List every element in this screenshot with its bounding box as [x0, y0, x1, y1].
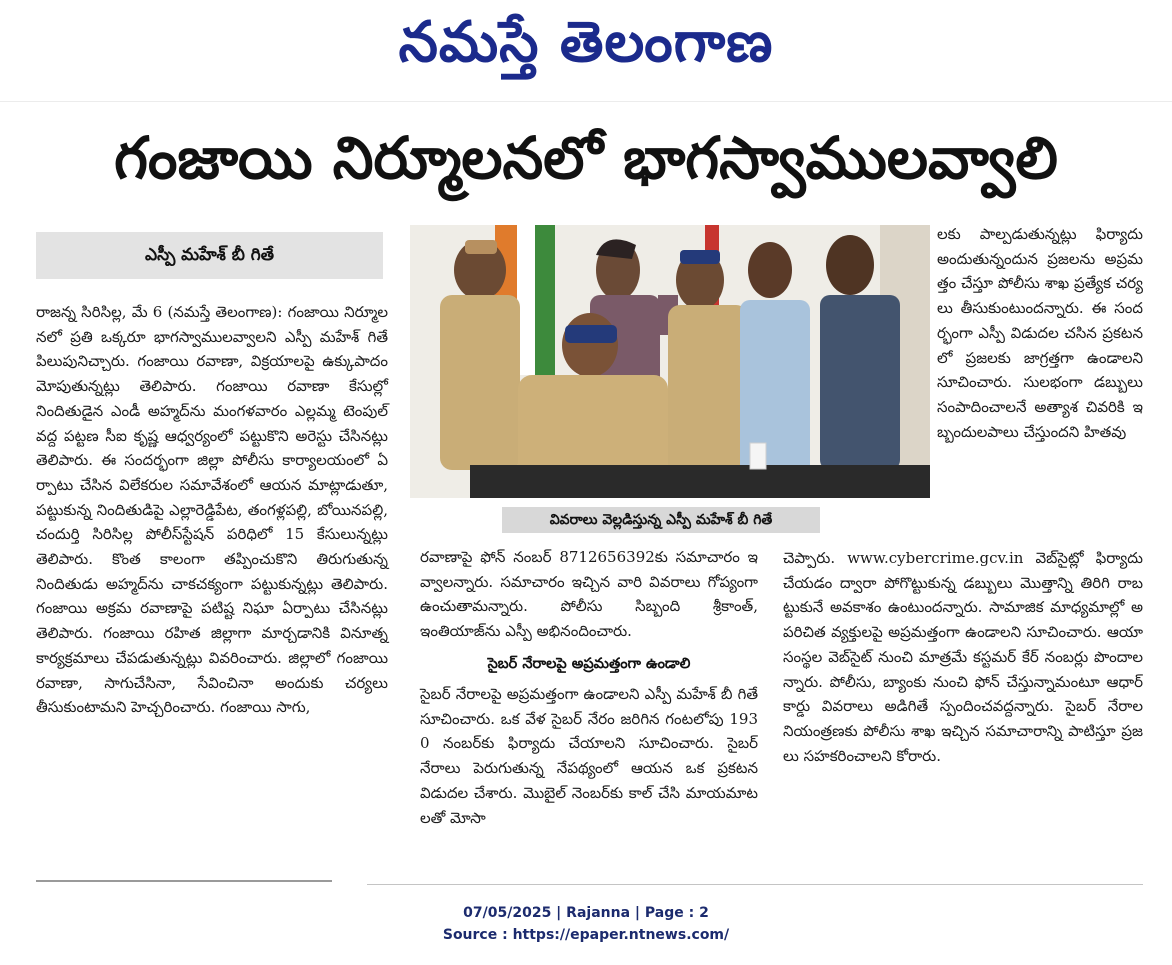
photo-caption: వివరాలు వెల్లడిస్తున్న ఎస్పీ మహేశ్ బీ గితే	[502, 507, 820, 533]
masthead-divider	[0, 101, 1172, 102]
footer-source-link[interactable]: Source : https://epaper.ntnews.com/	[442, 927, 730, 943]
article-column-2-top: రవాణాపై ఫోన్ నంబర్ 8712656392కు సమాచారం ఇవ్వాలన్నారు. సమాచారం ఇచ్చిన వారి వివరాలు గోప్యంగా ఉంచుతామన్నారు. పోలీసు సిబ్బంది శ్రీకాంత్, ఇంతియాజ్‌ను ఎస్పీ అభినందించారు.	[420, 548, 758, 641]
footer-divider-right	[367, 884, 1143, 885]
footer-date-page: 07/05/2025 | Rajanna | Page : 2	[463, 905, 709, 921]
footer-divider-left	[36, 880, 332, 882]
article-column-3: లకు పాల్పడుతున్నట్లు ఫిర్యాదు అందుతున్నందున ప్రజలను అప్రమత్తం చేస్తూ పోలీసు శాఖ ప్రత్యేక చర్యలు తీసుకుంటుందన్నారు. ఈ సందర్భంగా ఎస్పీ విడుదల చసిన ప్రకటనలో ప్రజలకు జాగ్రత్తగా ఉండాలని సూచించారు. సులభంగా డబ్బులు సంపాదించాలనే అత్యాశ చివరికి ఇబ్బందులపాలు చేస్తుందని హితవు	[937, 225, 1143, 441]
article-column-1: రాజన్న సిరిసిల్ల, మే 6 (నమస్తే తెలంగాణ): గంజాయి నిర్మూలనలో ప్రతి ఒక్కరూ భాగస్వాములవ్వాలని ఎస్పీ మహేశ్ గితే పిలుపునిచ్చారు. గంజాయి రవాణా, విక్రయాలపై ఉక్కుపాదం మోపుతున్నట్లు తెలిపారు. గంజాయి రవాణా కేసుల్లో నిందితుడైన ఎండీ అహ్మద్‌ను మంగళవారం ఎల్లమ్మ టెంపుల్ వద్ద పట్టణ సీఐ కృష్ణ ఆధ్వర్యంలో పట్టుకొని అరెస్టు చేసినట్లు తెలిపారు. ఈ సందర్భంగా జిల్లా పోలీసు కార్యాలయంలో ఏర్పాటు చేసిన విలేకరుల సమావేశంలో ఆయన మాట్లాడుతూ, పట్టుకున్న నిందితుడిపై ఎల్లారెడ్డిపేట, తంగళ్లపల్లి, బోయినపల్లి, చందుర్తి సిరిసిల్ల పోలీస్‌స్టేషన్ పరిధిలో 15 కేసులున్నట్లు తెలిపారు. కొంత కాలంగా తప్పించుకొని తిరుగుతున్న నిందితుడు అహ్మద్‌ను చాకచక్యంగా పట్టుకున్నట్లు తెలిపారు. గంజాయి అక్రమ రవాణాపై పటిష్ట నిఘా ఏర్పాటు చేసినట్లు తెలిపారు. గంజాయి రహిత జిల్లాగా మార్చడానికి వినూత్న కార్యక్రమాలు చేపడుతున్నట్లు వివరించారు. జిల్లాలో గంజాయి రవాణా, సాగుచేసినా, సేవించినా అందుకు చర్యలు తీసుకుంటామని హెచ్చరించారు. గంజాయి సాగు,	[36, 303, 388, 717]
byline: ఎస్పీ మహేశ్ బీ గితే	[36, 232, 383, 279]
masthead-logo: నమస్తే తెలంగాణ	[398, 10, 774, 75]
article-column-4: చెప్పారు. www.cybercrime.gcv.in వెబ్‌సైట్లో ఫిర్యాదు చేయడం ద్వారా పోగొట్టుకున్న డబ్బులు మొత్తాన్ని తిరిగి రాబట్టుకునే అవకాశం ఉంటుందన్నారు. సామాజిక మాధ్యమాల్లో అపరిచిత వ్యక్తులపై అప్రమత్తంగా ఉండాలని సూచించారు. ఆయా సంస్థల వెబ్‌సైట్ నుంచి మాత్రమే కస్టమర్ కేర్ నంబర్లు పొందాలన్నారు. పోలీసు, బ్యాంకు నుంచి ఫోన్ చేస్తున్నామంటూ ఆధార్ కార్డు వివరాలు అడిగితే స్పందించవద్దన్నారు. సైబర్ నేరాల నియంత్రణకు పోలీసు శాఖ ఇచ్చిన సమాచారాన్ని పాటిస్తూ ప్రజలు సహకరించాలని కోరారు.	[783, 549, 1143, 765]
article-headline: గంజాయి నిర్మూలనలో భాగస్వాములవ్వాలి	[114, 124, 1058, 192]
article-subheading: సైబర్ నేరాలపై అప్రమత్తంగా ఉండాలి	[487, 656, 691, 672]
article-column-2-bottom: సైబర్ నేరాలపై అప్రమత్తంగా ఉండాలని ఎస్పీ మహేశ్ బీ గితే సూచించారు. ఒక వేళ సైబర్ నేరం జరిగిన గంటలోపు 1930 నంబర్‌కు ఫిర్యాదు చేయాలని సూచించారు. సైబర్ నేరాలు పెరుగుతున్న నేపథ్యంలో ఆయన ఒక ప్రకటన విడుదల చేశారు. మొబైల్ నెంబర్‌కు కాల్ చేసి మాయమాటలతో మోసా	[420, 685, 758, 827]
news-photo	[410, 225, 930, 498]
